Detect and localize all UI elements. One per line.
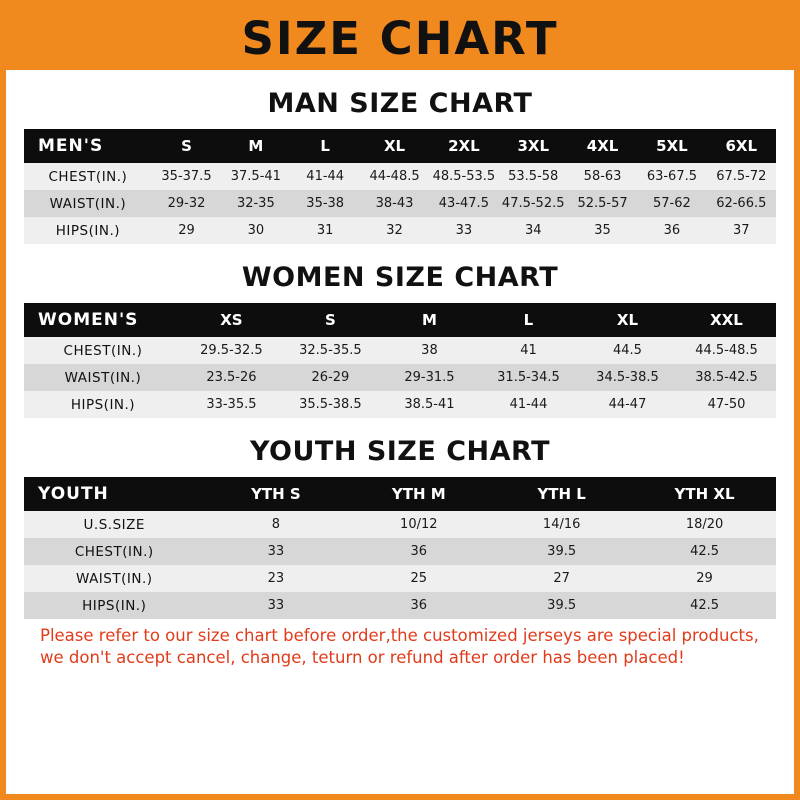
- note-line-2: we don't accept cancel, change, teturn or refund after order has been placed!: [40, 648, 685, 668]
- men-table-head: [24, 129, 776, 163]
- table-cell: 25: [347, 565, 490, 592]
- table-cell: 57-62: [637, 190, 706, 217]
- men-header-cell: 5XL: [637, 129, 706, 163]
- content: [6, 70, 794, 794]
- table-cell: 67.5-72: [707, 163, 776, 190]
- women-header-cell: L: [479, 303, 578, 337]
- table-cell: 41-44: [291, 163, 360, 190]
- table-cell: 33: [429, 217, 498, 244]
- table-cell: 31: [291, 217, 360, 244]
- table-cell: 41: [479, 337, 578, 364]
- table-cell: 36: [637, 217, 706, 244]
- table-cell: 39.5: [490, 538, 633, 565]
- table-cell: 27: [490, 565, 633, 592]
- women-header-cell: M: [380, 303, 479, 337]
- women-header-cell: XS: [182, 303, 281, 337]
- table-cell: 52.5-57: [568, 190, 637, 217]
- table-header-row: [24, 129, 776, 163]
- table-cell: 29-32: [152, 190, 221, 217]
- table-cell: 38: [380, 337, 479, 364]
- table-cell: 31.5-34.5: [479, 364, 578, 391]
- table-cell: 63-67.5: [637, 163, 706, 190]
- women-header-cell: XXL: [677, 303, 776, 337]
- women-table-head: [24, 303, 776, 337]
- men-table-body: [24, 163, 776, 244]
- table-cell: 32.5-35.5: [281, 337, 380, 364]
- table-cell: 34: [499, 217, 568, 244]
- table-row: [24, 391, 776, 418]
- youth-table-body: [24, 511, 776, 619]
- order-policy-note: [24, 619, 776, 680]
- table-cell: 38.5-42.5: [677, 364, 776, 391]
- table-cell: 37: [707, 217, 776, 244]
- table-cell: 48.5-53.5: [429, 163, 498, 190]
- table-cell: 29.5-32.5: [182, 337, 281, 364]
- table-cell: 32: [360, 217, 429, 244]
- table-row: [24, 163, 776, 190]
- table-header-row: [24, 477, 776, 511]
- table-cell: 36: [347, 592, 490, 619]
- table-cell: 43-47.5: [429, 190, 498, 217]
- section-title-youth: YOUTH SIZE CHART: [249, 436, 551, 467]
- youth-table-head: [24, 477, 776, 511]
- men-header-cell: 2XL: [429, 129, 498, 163]
- table-cell: 39.5: [490, 592, 633, 619]
- table-cell: 32-35: [221, 190, 290, 217]
- table-cell: 44-47: [578, 391, 677, 418]
- table-cell: 44.5-48.5: [677, 337, 776, 364]
- table-cell: 36: [347, 538, 490, 565]
- men-header-cell: 6XL: [707, 129, 776, 163]
- table-cell: 29: [152, 217, 221, 244]
- table-cell: 53.5-58: [499, 163, 568, 190]
- table-cell: 8: [204, 511, 347, 538]
- table-row: [24, 592, 776, 619]
- table-cell: 29: [633, 565, 776, 592]
- row-label: WAIST(IN.): [24, 565, 204, 592]
- row-label: WAIST(IN.): [24, 364, 182, 391]
- youth-header-cell: YTH M: [347, 477, 490, 511]
- table-cell: 47.5-52.5: [499, 190, 568, 217]
- table-row: [24, 364, 776, 391]
- table-cell: 23.5-26: [182, 364, 281, 391]
- section-title-men: MAN SIZE CHART: [267, 88, 533, 119]
- table-cell: 41-44: [479, 391, 578, 418]
- table-cell: 38-43: [360, 190, 429, 217]
- table-cell: 18/20: [633, 511, 776, 538]
- women-table-body: [24, 337, 776, 418]
- table-cell: 29-31.5: [380, 364, 479, 391]
- table-row: [24, 511, 776, 538]
- table-cell: 35-38: [291, 190, 360, 217]
- table-cell: 35.5-38.5: [281, 391, 380, 418]
- row-label: CHEST(IN.): [24, 337, 182, 364]
- row-label: HIPS(IN.): [24, 391, 182, 418]
- table-row: [24, 565, 776, 592]
- men-header-cell: S: [152, 129, 221, 163]
- row-label: U.S.SIZE: [24, 511, 204, 538]
- table-cell: 33-35.5: [182, 391, 281, 418]
- youth-header-cell: YTH XL: [633, 477, 776, 511]
- row-label: CHEST(IN.): [24, 538, 204, 565]
- youth-header-cell: YTH S: [204, 477, 347, 511]
- table-cell: 58-63: [568, 163, 637, 190]
- table-cell: 30: [221, 217, 290, 244]
- youth-size-table: [24, 477, 776, 619]
- table-row: [24, 337, 776, 364]
- table-cell: 44-48.5: [360, 163, 429, 190]
- men-size-table: [24, 129, 776, 244]
- men-header-label: MEN'S: [24, 129, 152, 163]
- table-row: [24, 538, 776, 565]
- table-cell: 14/16: [490, 511, 633, 538]
- row-label: CHEST(IN.): [24, 163, 152, 190]
- table-header-row: [24, 303, 776, 337]
- women-header-label: WOMEN'S: [24, 303, 182, 337]
- table-cell: 33: [204, 592, 347, 619]
- table-cell: 42.5: [633, 538, 776, 565]
- women-header-cell: S: [281, 303, 380, 337]
- table-cell: 47-50: [677, 391, 776, 418]
- men-header-cell: L: [291, 129, 360, 163]
- youth-header-label: YOUTH: [24, 477, 204, 511]
- men-header-cell: 4XL: [568, 129, 637, 163]
- youth-header-cell: YTH L: [490, 477, 633, 511]
- men-header-cell: XL: [360, 129, 429, 163]
- men-header-cell: 3XL: [499, 129, 568, 163]
- row-label: HIPS(IN.): [24, 217, 152, 244]
- section-title-women: WOMEN SIZE CHART: [241, 262, 559, 293]
- women-size-table: [24, 303, 776, 418]
- table-cell: 26-29: [281, 364, 380, 391]
- page-title: SIZE CHART: [241, 11, 559, 65]
- men-header-cell: M: [221, 129, 290, 163]
- women-header-cell: XL: [578, 303, 677, 337]
- table-cell: 23: [204, 565, 347, 592]
- table-cell: 44.5: [578, 337, 677, 364]
- table-cell: 10/12: [347, 511, 490, 538]
- row-label: HIPS(IN.): [24, 592, 204, 619]
- table-cell: 42.5: [633, 592, 776, 619]
- table-cell: 34.5-38.5: [578, 364, 677, 391]
- table-cell: 35: [568, 217, 637, 244]
- table-row: [24, 217, 776, 244]
- table-cell: 35-37.5: [152, 163, 221, 190]
- banner: [6, 6, 794, 70]
- table-cell: 37.5-41: [221, 163, 290, 190]
- table-row: [24, 190, 776, 217]
- table-cell: 38.5-41: [380, 391, 479, 418]
- table-cell: 33: [204, 538, 347, 565]
- table-cell: 62-66.5: [707, 190, 776, 217]
- row-label: WAIST(IN.): [24, 190, 152, 217]
- note-line-1: Please refer to our size chart before order,the customized jerseys are special products,: [40, 626, 759, 645]
